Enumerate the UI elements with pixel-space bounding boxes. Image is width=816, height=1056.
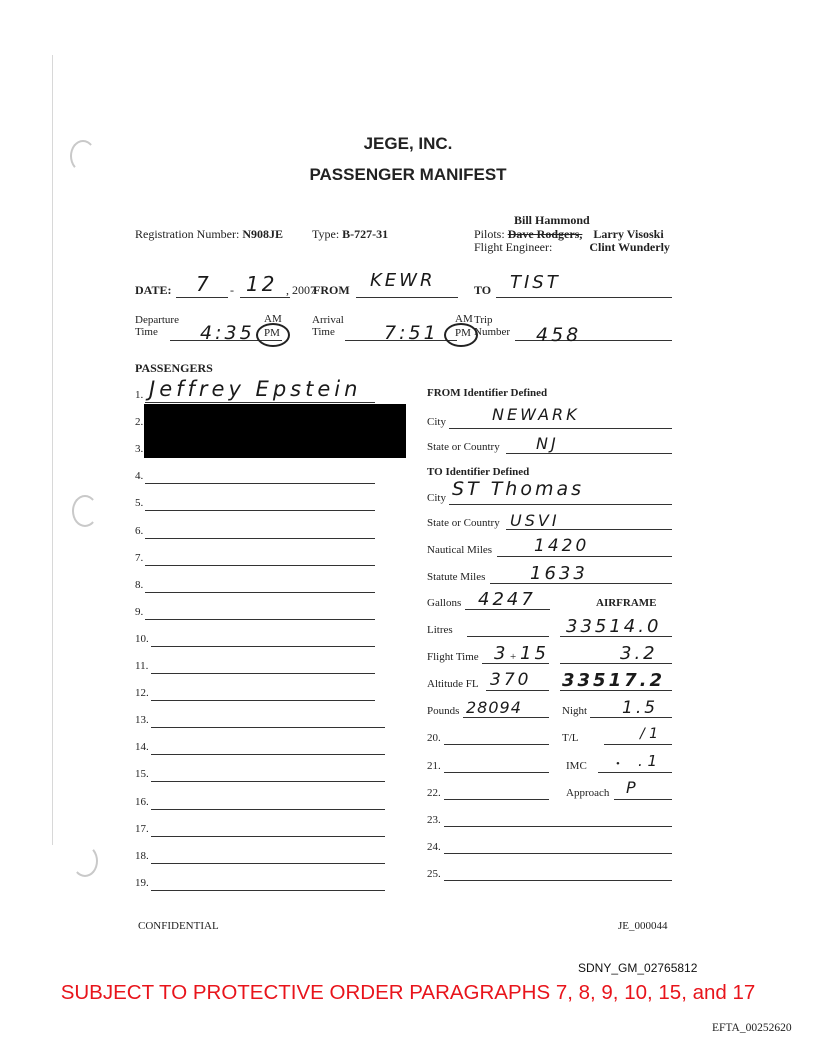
bates-number: SDNY_GM_02765812	[578, 961, 698, 975]
from-city: NEWARK	[492, 405, 580, 424]
passenger-line	[151, 836, 385, 837]
airframe-start: 33514.0	[566, 616, 662, 637]
tl-value: / 1	[640, 726, 659, 742]
gallons: 4247	[478, 589, 536, 610]
passenger-row	[135, 660, 385, 674]
to-identifier-heading: TO Identifier Defined	[427, 466, 530, 478]
passenger-number: 9.	[135, 605, 144, 618]
arrival-pm-circle	[444, 323, 478, 347]
pounds: 28094	[466, 698, 522, 717]
passenger-row	[135, 525, 385, 539]
passenger-number: 11.	[135, 660, 149, 672]
aircraft-type: Type: B-727-31	[312, 227, 389, 241]
passenger-number: 17.	[135, 822, 149, 835]
pilots: Pilots: Dave Rodgers, Larry Visoski	[474, 227, 664, 241]
passenger-line	[145, 592, 375, 593]
passenger-row	[135, 768, 385, 782]
to-state: USVI	[510, 511, 560, 530]
passenger-number: 14.	[135, 741, 149, 754]
from-label: FROM	[313, 283, 350, 297]
passenger-line	[151, 809, 385, 810]
passenger-row	[135, 579, 385, 593]
passenger-row	[135, 606, 385, 620]
passenger-row	[135, 741, 385, 755]
imc-value: . 1	[638, 752, 658, 770]
passenger-row	[135, 823, 385, 837]
approach-value: P	[626, 778, 639, 797]
passenger-row	[135, 552, 385, 566]
departure-time: 4:35	[200, 322, 255, 344]
passenger-line	[151, 781, 385, 782]
passenger-line	[151, 700, 375, 701]
to-label: TO	[474, 283, 492, 297]
passenger-number: 6.	[135, 524, 144, 537]
company-name: JEGE, INC.	[363, 134, 453, 153]
passenger-row	[135, 497, 385, 511]
to-code: TIST	[510, 272, 561, 293]
passenger-line	[151, 673, 375, 674]
pilot-added: Bill Hammond	[514, 213, 590, 227]
passenger-number: 12.	[135, 687, 149, 700]
punch-hole-bottom	[72, 845, 98, 877]
passenger-number: 18.	[135, 849, 149, 862]
airframe-end: 33517.2	[562, 670, 665, 691]
passenger-line	[145, 565, 375, 566]
passenger-row	[135, 714, 385, 728]
passenger-row	[135, 633, 385, 647]
passenger-line	[151, 727, 385, 728]
passenger-row	[135, 470, 385, 484]
airframe-heading: AIRFRAME	[596, 597, 657, 609]
passenger-line	[145, 619, 375, 620]
from-identifier-heading: FROM Identifier Defined	[427, 387, 548, 399]
from-code: KEWR	[370, 270, 436, 291]
passengers-heading: PASSENGERS	[135, 361, 213, 375]
flight-engineer: Flight Engineer: Clint Wunderly	[474, 240, 670, 254]
trip-number: 458	[536, 324, 582, 346]
passenger-number: 5.	[135, 497, 144, 510]
passenger-number: 7.	[135, 551, 144, 564]
flight-time-minutes: 15	[520, 643, 549, 664]
passenger-row	[135, 796, 385, 810]
flight-time-hours: 3	[494, 643, 509, 664]
statute-miles: 1633	[530, 563, 588, 584]
passenger-row	[135, 377, 385, 403]
redaction-box	[144, 404, 406, 458]
passenger-row	[135, 877, 385, 891]
passenger-line	[151, 890, 385, 891]
passenger-number: 16.	[135, 795, 149, 808]
night: 1.5	[622, 698, 659, 718]
passenger-line	[145, 483, 375, 484]
confidential-label: CONFIDENTIAL	[138, 920, 219, 932]
passenger-row	[135, 687, 385, 701]
protective-order-banner: SUBJECT TO PROTECTIVE ORDER PARAGRAPHS 7, 8, 9, 10, 15, and 17	[60, 981, 756, 1004]
date-month: 7	[196, 272, 212, 296]
passenger-number: 10.	[135, 632, 149, 645]
passenger-number: 15.	[135, 768, 149, 781]
passenger-name: Jeffrey Epstein	[149, 377, 362, 401]
arrival-time: 7:51	[384, 322, 439, 344]
passenger-line	[145, 538, 375, 539]
passenger-number: 1.	[135, 389, 144, 401]
punch-hole-middle	[72, 495, 98, 527]
passenger-number: 19.	[135, 876, 149, 889]
page-id: JE_000044	[618, 920, 668, 932]
passenger-line	[145, 510, 375, 511]
registration: Registration Number: N908JE	[135, 227, 283, 241]
date-label: DATE:	[135, 283, 172, 297]
passenger-line	[151, 754, 385, 755]
passenger-line	[151, 863, 385, 864]
nautical-miles: 1420	[534, 536, 590, 556]
passenger-line	[145, 402, 375, 403]
date-day: 12	[246, 272, 278, 296]
from-state: NJ	[536, 434, 559, 453]
form-title: PASSENGER MANIFEST	[309, 165, 507, 184]
efta-number: EFTA_00252620	[712, 1022, 792, 1034]
passenger-number: 4.	[135, 470, 144, 483]
passenger-number: 13.	[135, 714, 149, 727]
departure-pm-circle	[256, 323, 290, 347]
passenger-row	[135, 850, 385, 864]
to-city: ST Thomas	[452, 478, 585, 500]
passenger-line	[151, 646, 375, 647]
passenger-number: 2.	[135, 416, 144, 429]
passenger-number: 8.	[135, 578, 144, 591]
pilot-struck: Dave Rodgers,	[507, 227, 583, 241]
airframe-flight-time: 3.2	[620, 643, 658, 664]
passenger-number: 3.	[135, 443, 144, 456]
altitude: 370	[490, 670, 532, 690]
